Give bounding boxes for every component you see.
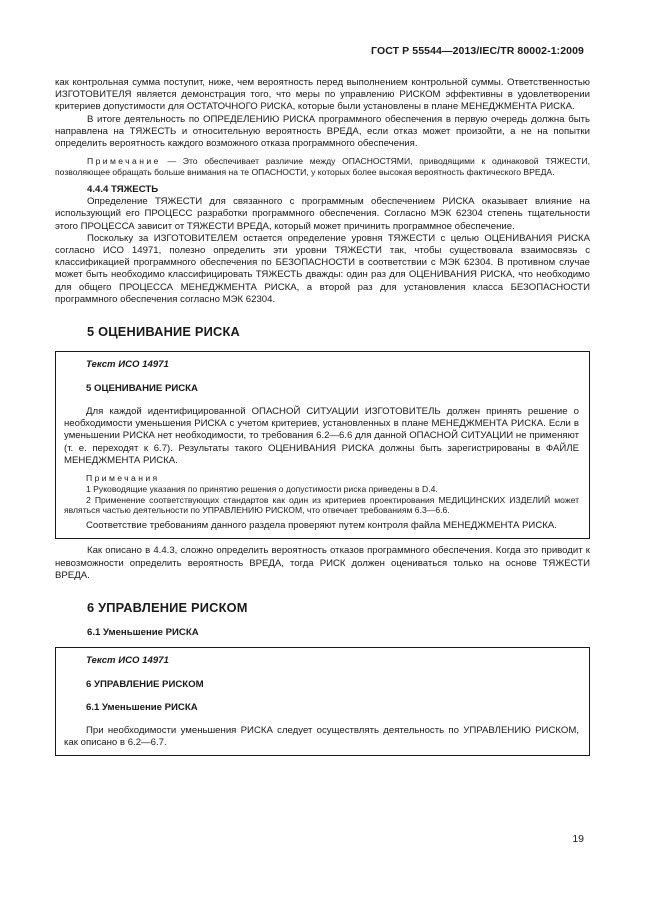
iso-quote-label-6: Текст ИСО 14971 (86, 655, 169, 667)
section-5-after-paragraph: Как описано в 4.4.3, сложно определить вероятность отказов программного обеспечения. Когда это приводит к невозможности определить вероятность ВРЕДА, тогда РИСК должен оцениваться только на основе ТЯЖЕСТИ ВРЕДА. (55, 545, 590, 581)
section-444-paragraph-2: Поскольку за ИЗГОТОВИТЕЛЕМ остается определение уровня ТЯЖЕСТИ с целью ОЦЕНИВАНИЯ РИСКА согласно ИСО 14971, полезно определить эти уровни ТЯЖЕСТИ так, чтобы существовала взаимосвязь с классификацией программного обеспечения по БЕЗОПАСНОСТИ в соответствии с МЭК 62304. В противном случае может быть необходимо классифицировать ТЯЖЕСТЬ дважды: один раз для ОЦЕНИВАНИЯ РИСКА, что необходимо для общего ПРОЦЕССА МЕНЕДЖМЕНТА РИСКА, а второй раз для установления класса БЕЗОПАСНОСТИ программного обеспечения согласно МЭК 62304. (55, 232, 590, 305)
notes-label-text: Примечания (86, 473, 160, 484)
note-text: — Это обеспечивает различие между ОПАСНОСТЯМИ, приводящими к одинаковой ТЯЖЕСТИ, позволяющее обращать больше внимания на те ОПАСНОСТИ, у которых более высокая вероятность фактического ВРЕДА. (55, 156, 590, 178)
intro-paragraph-1: как контрольная сумма поступит, ниже, чем вероятность перед выполнением контрольной суммы. Ответственностью ИЗГОТОВИТЕЛЯ является демонстрация того, что меры по управлению РИСКОМ эффективны в удовлетворении критериев допустимости для ОСТАТОЧНОГО РИСКА, которые были установлены в плане МЕНЕДЖМЕНТА РИСКА. (55, 77, 590, 113)
iso-quote-heading-6: 6 УПРАВЛЕНИЕ РИСКОМ (86, 679, 204, 691)
section-61-heading: 6.1 Уменьшение РИСКА (87, 627, 199, 639)
iso-quote-box-5 (55, 351, 590, 539)
iso-quote-paragraph: Для каждой идентифицированной ОПАСНОЙ СИТУАЦИИ ИЗГОТОВИТЕЛЬ должен принять решение о необходимости уменьшения РИСКА с учетом критериев, установленных в плане МЕНЕДЖМЕНТА РИСКА. Если в уменьшении РИСКА нет необходимости, то требования 6.2—6.6 для данной ОПАСНОЙ СИТУАЦИИ не применяют (т. е. переходят к 6.7). Результаты такого ОЦЕНИВАНИЯ РИСКА должны быть зарегистрированы в ФАЙЛЕ МЕНЕДЖМЕНТА РИСКА. (64, 406, 579, 466)
page-number: 19 (572, 833, 584, 845)
iso-quote-paragraph-2: Соответствие требованиям данного раздела проверяют путем контроля файла МЕНЕДЖМЕНТА РИСКА. (86, 520, 557, 532)
iso-note-1: 1 Руководящие указания по принятию решения о допустимости риска приведены в D.4. (86, 483, 438, 494)
iso-quote-box-6 (55, 647, 590, 756)
intro-paragraph-2: В итоге деятельность по ОПРЕДЕЛЕНИЮ РИСКА программного обеспечения в первую очередь должна быть направлена на ТЯЖЕСТЬ и относительную вероятность ВРЕДА, если отказ может произойти, а не на попытки определить вероятность каждого возможного отказа программного обеспечения. (55, 113, 590, 150)
document-header: ГОСТ Р 55544—2013/IEC/TR 80002-1:2009 (371, 45, 584, 57)
intro-note (55, 156, 590, 178)
iso-quote-label: Текст ИСО 14971 (86, 359, 169, 371)
note-label: Примечание (87, 156, 161, 167)
iso-quote-heading: 5 ОЦЕНИВАНИЕ РИСКА (86, 383, 198, 395)
section-444-paragraph-1: Определение ТЯЖЕСТИ для связанного с программным обеспечением РИСКА оказывает влияние на использующий его ПРОЦЕСС разработки программного обеспечения. Согласно МЭК 62304 степень тщательности этого ПРОЦЕССА зависит от ТЯЖЕСТИ ВРЕДА, который может причинить программное обеспечение. (55, 196, 590, 232)
section-5-title: 5 ОЦЕНИВАНИЕ РИСКА (87, 324, 240, 340)
iso-notes-label (64, 473, 579, 484)
section-444-heading: 4.4.4 ТЯЖЕСТЬ (87, 184, 159, 196)
section-6-title: 6 УПРАВЛЕНИЕ РИСКОМ (87, 600, 248, 616)
page-content (55, 77, 590, 756)
iso-quote-sub-6: 6.1 Уменьшение РИСКА (86, 702, 198, 714)
iso-note-2: 2 Применение соответствующих стандартов как один из критериев проектирования МЕДИЦИНСКИХ ИЗДЕЛИЙ может являться частью деятельности по УПРАВЛЕНИЮ РИСКОМ, что отвечает требованиям 6.3—6.6. (64, 494, 579, 516)
iso-quote-paragraph-6: При необходимости уменьшения РИСКА следует осуществлять деятельность по УПРАВЛЕНИЮ РИСКОМ, как описано в 6.2—6.7. (64, 725, 579, 749)
